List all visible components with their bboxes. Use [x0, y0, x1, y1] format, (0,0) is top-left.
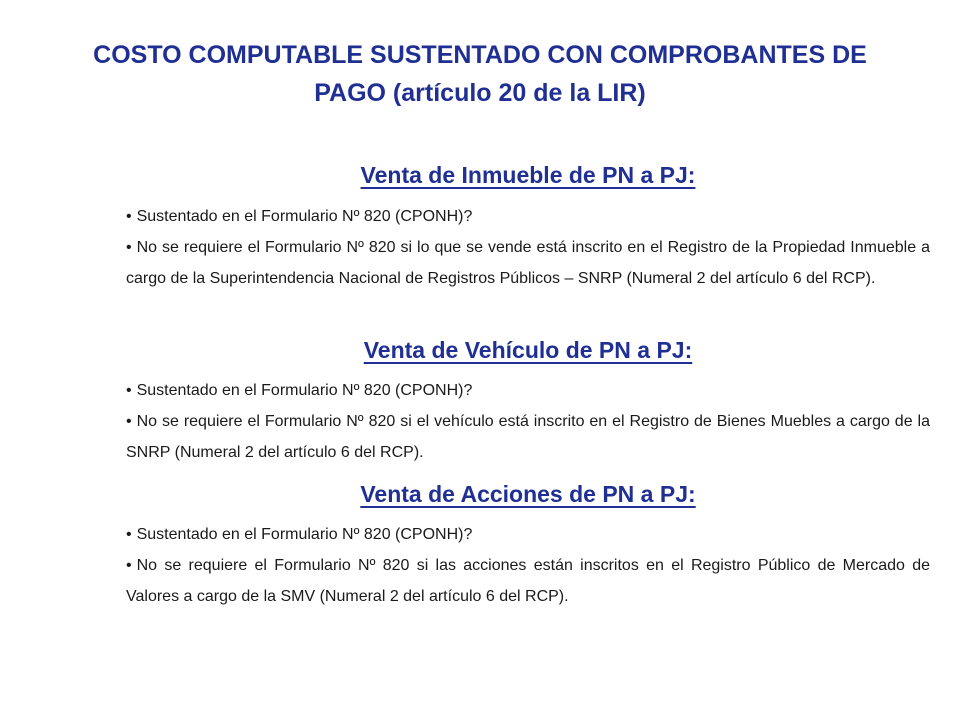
bullet-item: • Sustentado en el Formulario Nº 820 (CPONH)? [126, 201, 930, 232]
bullet-list-vehiculo [126, 375, 930, 468]
bullet-list-acciones [126, 519, 930, 612]
bullet-list-inmueble [126, 201, 930, 294]
bullet-item: • No se requiere el Formulario Nº 820 si las acciones están inscritos en el Registro Público de Mercado de Valores a cargo de la SMV (Numeral 2 del artículo 6 del RCP). [126, 550, 930, 612]
section-heading-vehiculo: Venta de Vehículo de PN a PJ: [363, 337, 693, 363]
bullet-item: • Sustentado en el Formulario Nº 820 (CPONH)? [126, 375, 930, 406]
section-heading-acciones: Venta de Acciones de PN a PJ: [360, 481, 696, 507]
bullet-item: • Sustentado en el Formulario Nº 820 (CPONH)? [126, 519, 930, 550]
bullet-item: • No se requiere el Formulario Nº 820 si lo que se vende está inscrito en el Registro de la Propiedad Inmueble a cargo de la Superintendencia Nacional de Registros Públicos – SNRP (Numeral 2 del artículo 6 del RCP). [126, 232, 930, 294]
section-heading-inmueble: Venta de Inmueble de PN a PJ: [360, 162, 696, 188]
slide-title: COSTO COMPUTABLE SUSTENTADO CON COMPROBANTES DE PAGO (artículo 20 de la LIR) [93, 41, 867, 107]
bullet-item: • No se requiere el Formulario Nº 820 si el vehículo está inscrito en el Registro de Bienes Muebles a cargo de la SNRP (Numeral 2 del artículo 6 del RCP). [126, 406, 930, 468]
